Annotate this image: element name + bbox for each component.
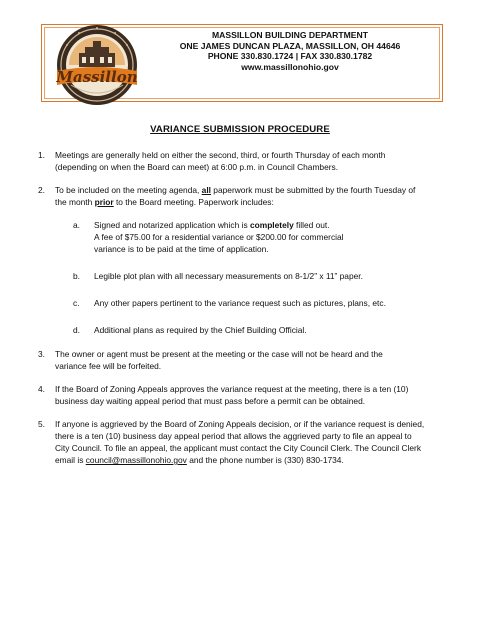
sub-item-b bbox=[73, 270, 458, 282]
item-number: 5. bbox=[38, 419, 45, 429]
sub-item-letter: c. bbox=[73, 298, 80, 308]
item-line: there is a ten (10) business day appeal period that allows the aggrieved party to file an appeal to bbox=[55, 431, 412, 441]
council-clerk-email-link[interactable]: council@massillonohio.gov bbox=[85, 455, 187, 465]
item-number: 4. bbox=[38, 384, 45, 394]
paperwork-sublist bbox=[55, 219, 458, 336]
procedure-item-4 bbox=[38, 383, 458, 407]
item-number: 3. bbox=[38, 349, 45, 359]
department-address: ONE JAMES DUNCAN PLAZA, MASSILLON, OH 44646 bbox=[179, 40, 401, 51]
sub-item-letter: b. bbox=[73, 271, 80, 281]
emphasis-all: all bbox=[201, 185, 211, 195]
sub-item-line: A fee of $75.00 for a residential variance or $200.00 for commercial bbox=[94, 232, 344, 242]
sub-item-line: variance is to be paid at the time of application. bbox=[94, 244, 269, 254]
letterhead bbox=[41, 24, 443, 102]
sub-item-c bbox=[73, 297, 458, 309]
svg-text:OHIO: OHIO bbox=[91, 88, 103, 93]
city-seal-logo bbox=[49, 19, 145, 111]
item-line: If anyone is aggrieved by the Board of Zoning Appeals decision, or if the variance request is denied, bbox=[55, 419, 425, 429]
procedure-item-2 bbox=[38, 184, 458, 336]
sub-item-line: Any other papers pertinent to the variance request such as pictures, plans, etc. bbox=[94, 298, 386, 308]
sub-item-line: Additional plans as required by the Chief Building Official. bbox=[94, 325, 307, 335]
document-title: VARIANCE SUBMISSION PROCEDURE bbox=[150, 124, 330, 135]
sub-item-letter: d. bbox=[73, 325, 80, 335]
letterhead-text bbox=[142, 30, 438, 72]
item-number: 1. bbox=[38, 150, 45, 160]
item-line: variance fee will be forfeited. bbox=[55, 361, 162, 371]
item-line: business day waiting appeal period that must pass before a permit can be obtained. bbox=[55, 396, 366, 406]
sub-item-line: Legible plot plan with all necessary measurements on 8-1/2” x 11” paper. bbox=[94, 271, 363, 281]
department-website[interactable]: www.massillonohio.gov bbox=[241, 61, 339, 72]
sub-item-letter: a. bbox=[73, 220, 80, 230]
procedure-list bbox=[38, 149, 458, 477]
item-line: City Council. To file an appeal, the applicant must contact the City Council Clerk. The Council Clerk bbox=[55, 443, 422, 453]
svg-text:Massillon: Massillon bbox=[56, 68, 138, 86]
item-line: the month prior to the Board meeting. Paperwork includes: bbox=[55, 197, 274, 207]
sub-item-a: a. Signed and notarized application which is completely filled out. A fee of $75.00 for a residential variance or $200.00 for commercial variance is to be paid at the time of application. bbox=[73, 219, 458, 255]
department-phone-fax: PHONE 330.830.1724 | FAX 330.830.1782 bbox=[207, 51, 373, 62]
item-line: email is council@massillonohio.gov and the phone number is (330) 830-1734. bbox=[55, 455, 344, 465]
item-line: Meetings are generally held on either the second, third, or fourth Thursday of each month bbox=[55, 150, 386, 160]
department-name: MASSILLON BUILDING DEPARTMENT bbox=[212, 30, 368, 40]
item-line: If the Board of Zoning Appeals approves the variance request at the meeting, there is a ten (10) bbox=[55, 384, 409, 394]
item-line: (depending on when the Board can meet) at 6:00 p.m. in Council Chambers. bbox=[55, 162, 339, 172]
item-line: The owner or agent must be present at the meeting or the case will not be heard and the bbox=[55, 349, 383, 359]
procedure-item-5 bbox=[38, 418, 458, 466]
item-line: To be included on the meeting agenda, all paperwork must be submitted by the fourth Tuesday of bbox=[55, 185, 416, 195]
procedure-item-3 bbox=[38, 348, 458, 372]
sub-item-d bbox=[73, 324, 458, 336]
emphasis-completely: completely bbox=[249, 220, 294, 230]
procedure-item-1 bbox=[38, 149, 458, 173]
item-number: 2. bbox=[38, 185, 45, 195]
emphasis-prior: prior bbox=[94, 197, 114, 207]
